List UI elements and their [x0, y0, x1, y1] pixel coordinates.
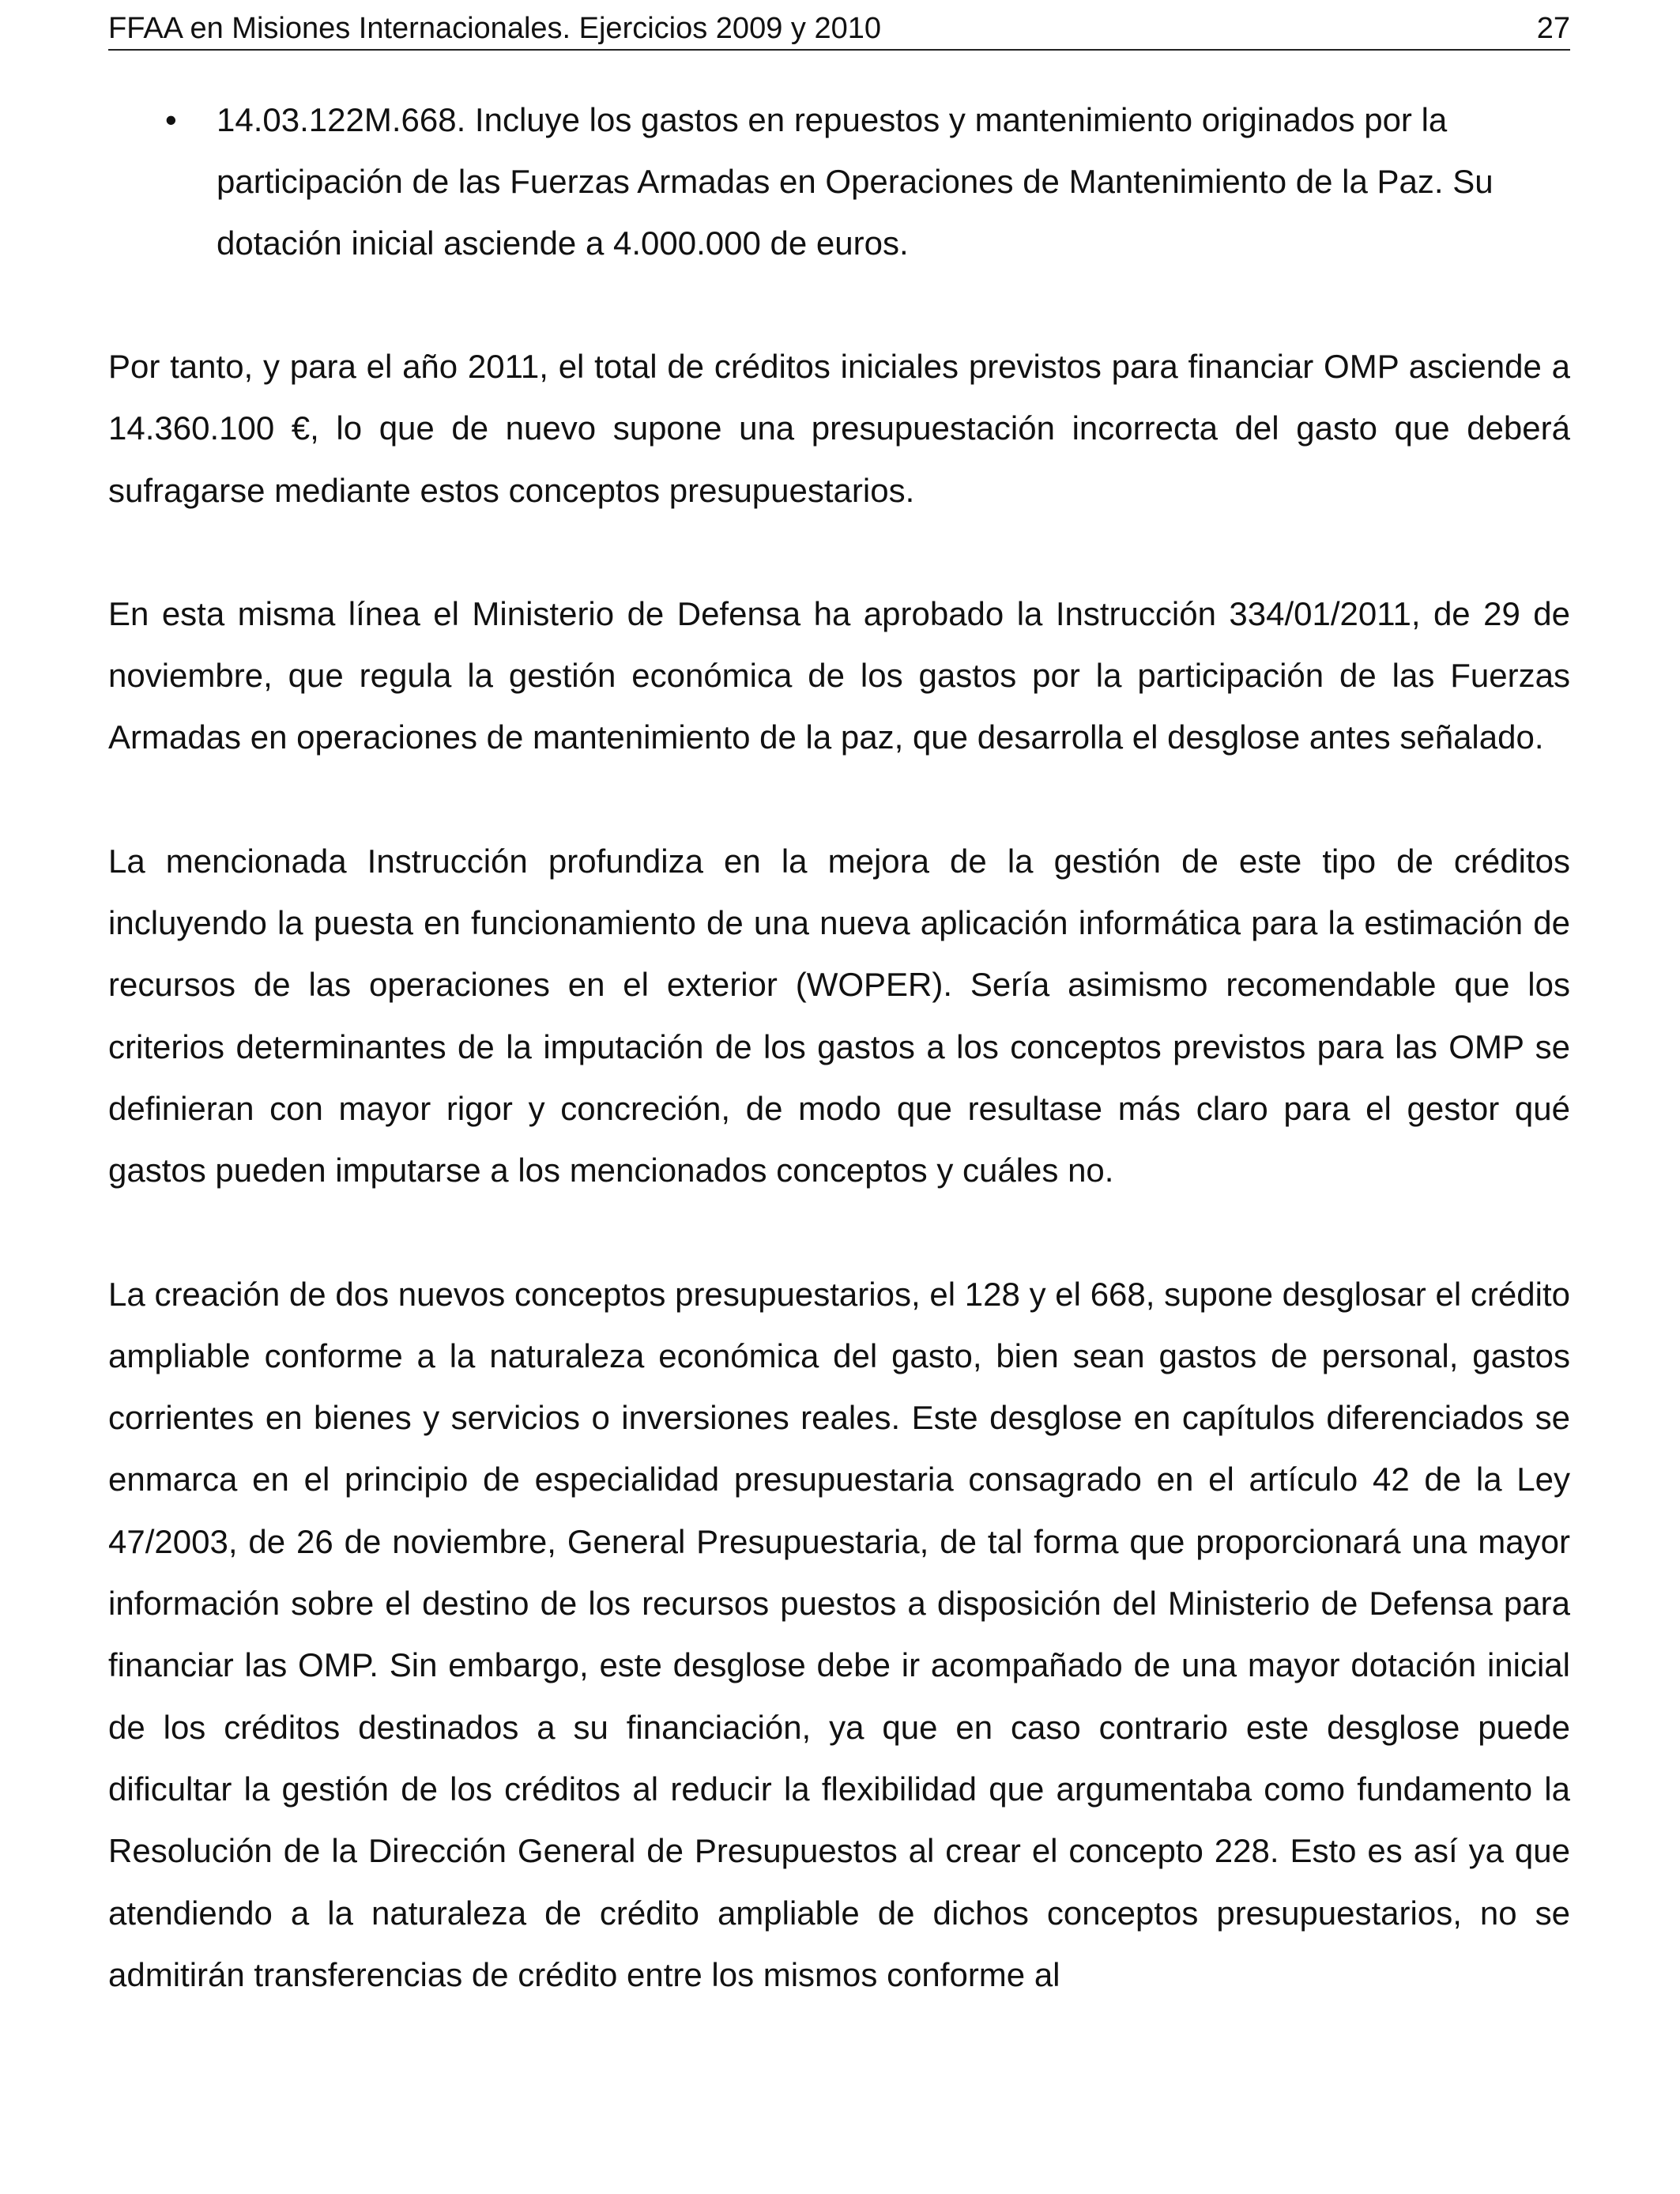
paragraph-gap	[108, 274, 1570, 336]
paragraph-total-creditos: Por tanto, y para el año 2011, el total de créditos iniciales previstos para financiar OMP asciende a 14.360.100 €, lo que de nuevo supone una presupuestación incorrecta del gasto que deberá sufragarse mediante estos conceptos presupuestarios.	[108, 348, 1570, 509]
paragraph-woper: La mencionada Instrucción profundiza en la mejora de la gestión de este tipo de créditos incluyendo la puesta en funcionamiento de una nueva aplicación informática para la estimación de recursos de las operaciones en el exterior (WOPER). Sería asimismo recomendable que los criterios determinantes de la imputación de los gastos a los conceptos previstos para las OMP se definieran con mayor rigor y concreción, de modo que resultase más claro para el gestor qué gastos pueden imputarse a los mencionados conceptos y cuáles no.	[108, 842, 1570, 1189]
paragraph-instruccion: En esta misma línea el Ministerio de Defensa ha aprobado la Instrucción 334/01/2011, de 29 de noviembre, que regula la gestión económica de los gastos por la participación de las Fuerzas Armadas en operaciones de mantenimiento de la paz, que desarrolla el desglose antes señalado.	[108, 594, 1570, 756]
bullet-item	[108, 89, 1570, 274]
bullet-marker: •	[165, 101, 177, 138]
paragraph-gap	[108, 522, 1570, 583]
document-body	[108, 89, 1570, 2006]
paragraph-nuevos-conceptos: La creación de dos nuevos conceptos presupuestarios, el 128 y el 668, supone desglosar el crédito ampliable conforme a la naturaleza económica del gasto, bien sean gastos de personal, gastos corrientes en bienes y servicios o inversiones reales. Este desglose en capítulos diferenciados se enmarca en el principio de especialidad presupuestaria consagrado en el artículo 42 de la Ley 47/2003, de 26 de noviembre, General Presupuestaria, de tal forma que proporcionará una mayor información sobre el destino de los recursos puestos a disposición del Ministerio de Defensa para financiar las OMP. Sin embargo, este desglose debe ir acompañado de una mayor dotación inicial de los créditos destinados a su financiación, ya que en caso contrario este desglose puede dificultar la gestión de los créditos al reducir la flexibilidad que argumentaba como fundamento la Resolución de la Dirección General de Presupuestos al crear el concepto 228. Esto es así ya que atendiendo a la naturaleza de crédito ampliable de dichos conceptos presupuestarios, no se admitirán transferencias de crédito entre los mismos conforme al	[108, 1275, 1570, 1993]
page-number: 27	[1536, 12, 1570, 45]
paragraph-gap	[108, 769, 1570, 831]
running-header	[108, 6, 1570, 51]
bullet-text: 14.03.122M.668. Incluye los gastos en repuestos y mantenimiento originados por la participación de las Fuerzas Armadas en Operaciones de Mantenimiento de la Paz. Su dotación inicial asciende a 4.000.000 de euros.	[217, 101, 1494, 262]
paragraph-gap	[108, 1202, 1570, 1264]
header-title: FFAA en Misiones Internacionales. Ejercicios 2009 y 2010	[108, 12, 881, 45]
